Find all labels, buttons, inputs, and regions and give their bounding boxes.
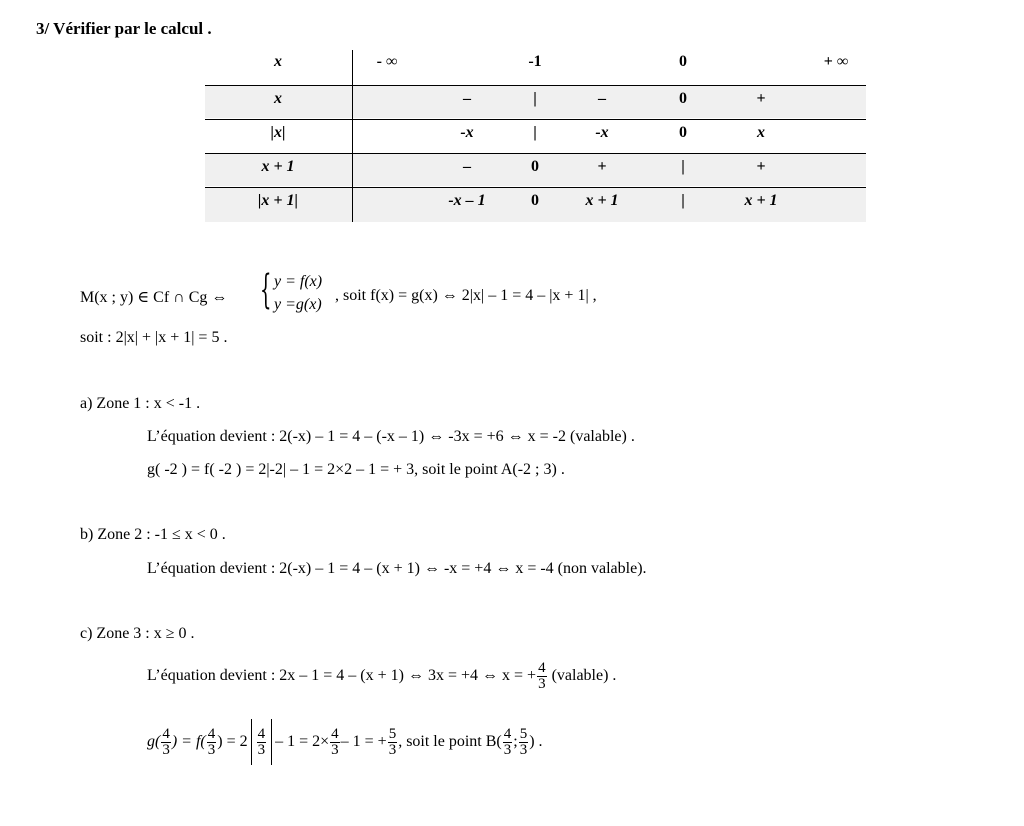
- section-heading: 3/ Vérifier par le calcul .: [36, 19, 212, 38]
- table-cell: -x: [595, 124, 609, 141]
- row-label: |x|: [270, 124, 286, 141]
- fraction: [330, 727, 340, 758]
- table-cell: x: [757, 124, 765, 141]
- zone-c-validity: (valable) .: [547, 667, 617, 684]
- zone-a-equation: L’équation devient : 2(-x) – 1 = 4 – (-x – 1) ⇔ -3x = +6 ⇔ x = -2 (valable) .: [147, 428, 635, 445]
- numerator: 4: [162, 725, 170, 742]
- table-cell: –: [463, 90, 471, 107]
- zone-c-title: c) Zone 3 : x ≥ 0 .: [80, 625, 195, 642]
- table-cell: -x: [460, 124, 474, 141]
- numerator: 4: [207, 725, 216, 742]
- eq-mid2: – 1 = +: [340, 733, 387, 750]
- intersection-rhs: , soit f(x) = g(x) ⇔ 2|x| – 1 = 4 – |x + 1| ,: [335, 287, 597, 304]
- fraction: [161, 727, 171, 758]
- numerator: 4: [503, 725, 512, 742]
- table-cell: –: [463, 158, 471, 175]
- table-cell: 0: [679, 124, 687, 141]
- fraction: [207, 727, 217, 758]
- header-value: + ∞: [823, 53, 849, 70]
- fraction: [503, 727, 513, 758]
- point-end: ) .: [529, 733, 543, 750]
- fraction: [519, 727, 529, 758]
- header-label: x: [274, 53, 282, 70]
- row-label: |x + 1|: [257, 192, 299, 209]
- denominator: 3: [331, 741, 339, 758]
- denominator: 3: [162, 741, 170, 758]
- table-cell: |: [681, 158, 685, 175]
- point-label: , soit le point B(: [398, 733, 502, 750]
- zone-b-equation: L’équation devient : 2(-x) – 1 = 4 – (x + 1) ⇔ -x = +4 ⇔ x = -4 (non valable).: [147, 560, 647, 577]
- table-cell: -x – 1: [448, 192, 486, 209]
- system-eq1: y = f(x): [274, 273, 323, 290]
- denominator: 3: [388, 741, 397, 758]
- table-cell: +: [597, 158, 607, 175]
- table-cell: |: [681, 192, 685, 209]
- system-brace: {: [260, 267, 272, 313]
- sign-table: [205, 45, 866, 222]
- zone-a-title: a) Zone 1 : x < -1 .: [80, 395, 201, 412]
- eq-mid: – 1 = 2×: [275, 733, 330, 750]
- numerator: 4: [538, 659, 546, 676]
- coord-sep: ;: [513, 733, 518, 750]
- header-value: - ∞: [376, 53, 398, 70]
- denominator: 3: [257, 742, 266, 759]
- table-cell: |: [533, 124, 537, 141]
- zone-a-point: g( -2 ) = f( -2 ) = 2|-2| – 1 = 2×2 – 1 = + 3, soit le point A(-2 ; 3) .: [147, 461, 565, 478]
- f-label: ) = f(: [171, 733, 206, 750]
- intersection-lhs: M(x ; y) ∈ Cf ∩ Cg ⇔: [80, 289, 228, 306]
- fraction: [537, 661, 547, 692]
- table-cell: +: [756, 158, 766, 175]
- eq-two: ) = 2: [217, 733, 248, 750]
- table-rule: [205, 85, 866, 86]
- numerator: 4: [257, 726, 266, 743]
- header-value: 0: [679, 53, 687, 70]
- table-cell: –: [598, 90, 606, 107]
- numerator: 5: [388, 725, 397, 742]
- denominator: 3: [519, 741, 528, 758]
- absolute-value: [251, 719, 273, 765]
- zone-c-point: [147, 717, 543, 767]
- table-cell: 0: [679, 90, 687, 107]
- row-label: x + 1: [261, 158, 295, 175]
- zone-c-equation: [147, 656, 616, 696]
- header-value: -1: [528, 53, 542, 70]
- numerator: 4: [331, 725, 339, 742]
- fraction: [257, 727, 267, 758]
- zone-b-title: b) Zone 2 : -1 ≤ x < 0 .: [80, 526, 226, 543]
- table-cell: x + 1: [744, 192, 778, 209]
- denominator: 3: [503, 741, 512, 758]
- table-cell: |: [533, 90, 537, 107]
- table-cell: 0: [531, 192, 539, 209]
- denominator: 3: [207, 741, 216, 758]
- table-cell: +: [756, 90, 766, 107]
- fraction: [388, 727, 398, 758]
- denominator: 3: [538, 675, 546, 692]
- numerator: 5: [519, 725, 528, 742]
- table-cell: 0: [531, 158, 539, 175]
- system-eq2: y =g(x): [274, 296, 322, 313]
- g-label: g(: [147, 733, 161, 750]
- table-rule: [205, 187, 866, 188]
- row-label: x: [274, 90, 282, 107]
- table-rule: [205, 119, 866, 120]
- table-rule: [205, 153, 866, 154]
- zone-c-equation-text: L’équation devient : 2x – 1 = 4 – (x + 1) ⇔ 3x = +4 ⇔ x = +: [147, 667, 537, 684]
- table-divider: [352, 50, 353, 222]
- table-cell: x + 1: [585, 192, 619, 209]
- equation-summary: soit : 2|x| + |x + 1| = 5 .: [80, 329, 228, 346]
